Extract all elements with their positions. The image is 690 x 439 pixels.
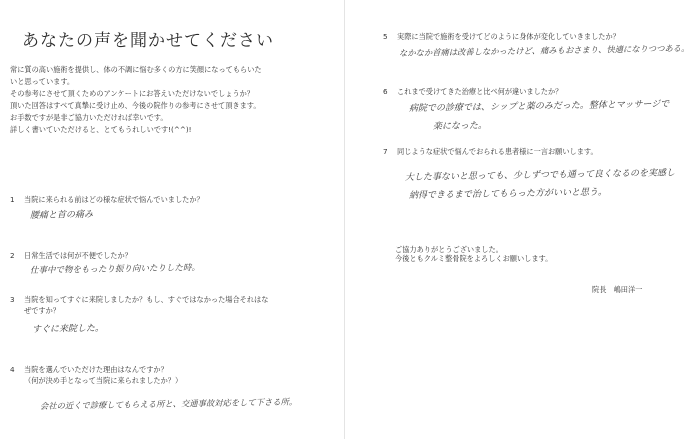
question-number: 3 — [10, 295, 15, 304]
intro-line: 詳しく書いていただけると、とてもうれしいです!(^^)! — [10, 125, 192, 134]
intro-text — [10, 64, 340, 136]
question-text: 実際に当院で施術を受けてどのように身体が変化していきましたか？ — [397, 32, 620, 41]
answer-3: すぐに来院した。 — [31, 323, 105, 335]
page-title: あなたの声を聞かせてください — [22, 31, 274, 51]
question-text: 当院を知ってすぐに来院しましたか？もし、すぐではなかった場合それはな — [24, 295, 269, 304]
question-number: 4 — [10, 365, 15, 374]
right-column — [345, 0, 690, 439]
answer-7-line-2: 納得できるまで治してもらった方がいいと思う。 — [408, 187, 608, 201]
closing-text: 今後ともクルミ整骨院をよろしくお願いします。 — [395, 254, 553, 263]
question-6 — [383, 86, 562, 97]
question-number: 1 — [10, 195, 15, 204]
question-4 — [10, 364, 182, 386]
answer-5: なかなか首痛は改善しなかったけど、痛みもおさまり、快適になりつつある。 — [398, 42, 690, 58]
question-text-cont: ぜですか？ — [24, 306, 60, 315]
question-text: これまで受けてきた治療と比べ何が違いましたか？ — [397, 87, 563, 96]
intro-line: 頂いた回答はすべて真摯に受け止め、今後の院作りの参考にさせて頂きます。 — [10, 101, 261, 110]
question-text-cont: （何が決め手となって当院に来られましたか？） — [24, 376, 183, 385]
intro-line: いと思っています。 — [10, 77, 75, 86]
question-text: 当院に来られる前はどの様な症状で悩んでいましたか？ — [24, 195, 204, 204]
question-number: 7 — [383, 147, 388, 156]
question-number: 5 — [383, 32, 388, 41]
question-text: 当院を選んでいただけた理由はなんですか？ — [24, 365, 168, 374]
question-number: 2 — [10, 251, 15, 260]
question-7 — [383, 146, 598, 157]
answer-6-line-1: 病院での診療では、シップと薬のみだった。整体とマッサージで — [408, 99, 670, 114]
intro-line: お手数ですが是非ご協力いただければ幸いです。 — [10, 113, 168, 122]
question-text: 同じような症状で悩んでおられる患者様に一言お願いします。 — [397, 147, 598, 156]
answer-1: 腰痛と首の痛み — [29, 209, 94, 221]
signature: 院長 嶋田洋一 — [592, 285, 643, 294]
intro-line: その参考にさせて頂くためのアンケートにお答えいただけないでしょうか？ — [10, 89, 254, 98]
thanks-text: ご協力ありがとうございました。 — [395, 245, 503, 254]
answer-7-line-1: 大した事ないと思っても、少しずつでも通って良くなるのを実感し — [404, 168, 676, 183]
intro-line: 常に質の高い施術を提供し、体の不調に悩む多くの方に笑顔になってもらいた — [10, 65, 262, 74]
question-number: 6 — [383, 87, 388, 96]
question-3 — [10, 294, 268, 316]
answer-2: 仕事中で物をもったり振り向いたりした時。 — [29, 263, 201, 276]
question-text: 日常生活では何が不便でしたか？ — [24, 251, 132, 260]
question-2 — [10, 250, 132, 261]
answer-4: 会社の近くで診療してもらえる所と、交通事故対応をして下さる所。 — [39, 396, 298, 411]
question-5 — [383, 31, 620, 42]
question-1 — [10, 194, 204, 205]
answer-6-line-2: 楽になった。 — [432, 121, 488, 132]
